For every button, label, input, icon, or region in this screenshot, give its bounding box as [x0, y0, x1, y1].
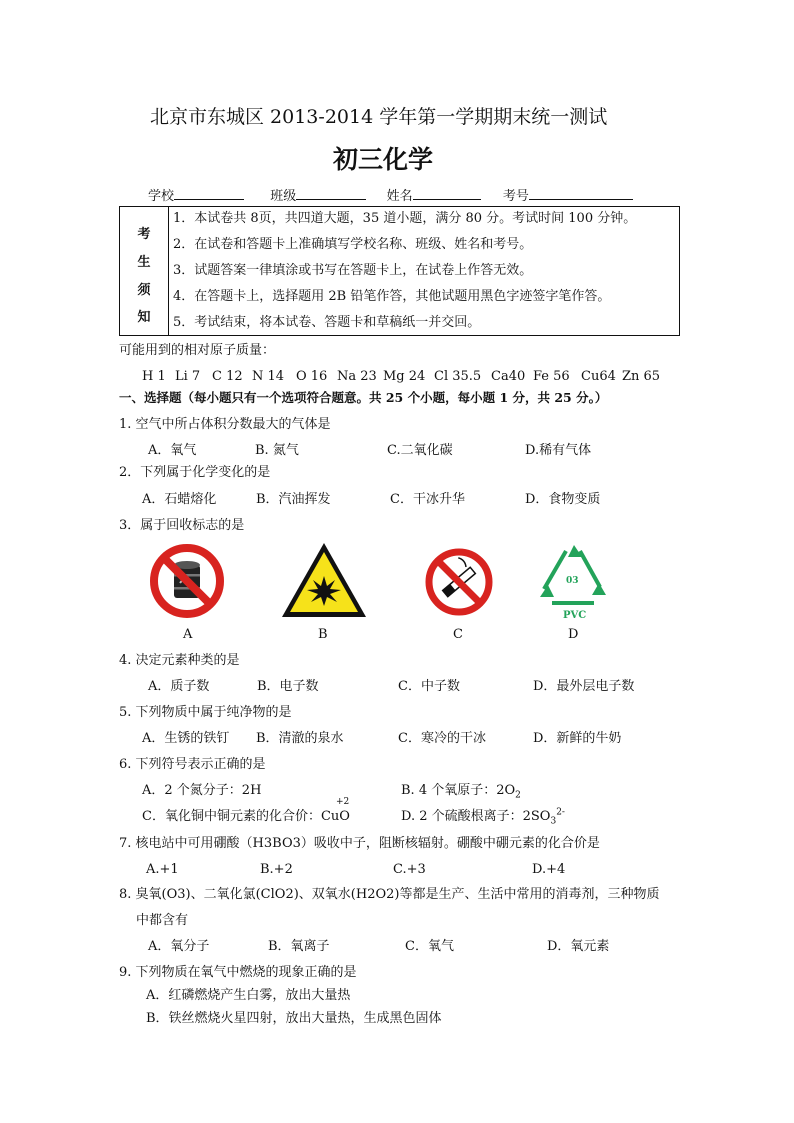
no-smoking-sign-icon[interactable]: [424, 547, 494, 617]
option-b[interactable]: B．清澈的泉水: [256, 731, 344, 746]
question-stem-cont: 中都含有: [136, 913, 189, 928]
subscript: 2: [515, 790, 521, 801]
option-a[interactable]: A．石蜡熔化: [142, 492, 217, 507]
option-a[interactable]: A．2 个氮分子：2H: [142, 783, 262, 798]
notice-item: 1．本试卷共 8页，共四道大题，35 道小题，满分 80 分。考试时间 100 分钟。: [173, 211, 637, 226]
option-c[interactable]: C.+3: [393, 862, 426, 877]
question-stem: 8. 臭氧(O3)、二氧化氯(ClO2)、双氧水(H2O2)等都是生产、生活中常用的消毒剂，三种物质: [119, 887, 660, 902]
question-stem: 2．下列属于化学变化的是: [119, 465, 271, 480]
examno-label: 考号: [502, 189, 529, 204]
option-c[interactable]: C．干冰升华: [390, 492, 465, 507]
atomic-mass: H 1: [142, 369, 166, 384]
recycle-code: 03: [566, 576, 579, 586]
option-d-text: D. 2 个硫酸根离子：2SO: [401, 809, 551, 824]
notice-char: 知: [137, 310, 151, 325]
no-barrel-sign-icon[interactable]: [149, 543, 225, 619]
atomic-mass: O 16: [296, 369, 328, 384]
option-label: B: [318, 627, 328, 642]
subject-title: 初三化学: [333, 145, 434, 174]
school-blank[interactable]: [174, 185, 244, 200]
explosive-warning-icon[interactable]: [279, 540, 369, 620]
option-c[interactable]: C．氧气: [405, 939, 454, 954]
question-stem: 4. 决定元素种类的是: [119, 653, 240, 668]
option-b[interactable]: B．电子数: [257, 679, 319, 694]
notice-item: 5．考试结束，将本试卷、答题卡和草稿纸一并交回。: [173, 315, 481, 330]
atomic-mass: Li 7: [175, 369, 201, 384]
question-stem: 9. 下列物质在氧气中燃烧的现象正确的是: [119, 965, 357, 980]
notice-item: 4．在答题卡上，选择题用 2B 铅笔作答，其他试题用黑色字迹签字笔作答。: [173, 289, 611, 304]
option-c[interactable]: [142, 809, 350, 825]
class-label: 班级: [270, 189, 297, 204]
name-label: 姓名: [386, 189, 413, 204]
atomic-mass: N 14: [252, 369, 285, 384]
option-b[interactable]: B．汽油挥发: [256, 492, 331, 507]
question-stem: 3．属于回收标志的是: [119, 518, 245, 533]
option-a[interactable]: A.+1: [146, 862, 179, 877]
option-a[interactable]: A．红磷燃烧产生白雾，放出大量热: [146, 988, 351, 1003]
option-d[interactable]: D.+4: [532, 862, 566, 877]
atomic-mass: Ca40: [491, 369, 526, 384]
option-d[interactable]: D．最外层电子数: [533, 679, 635, 694]
option-c-text: C．氧化铜中铜元素的化合价：: [142, 809, 321, 824]
school-label: 学校: [148, 189, 175, 204]
section-heading: 一、选择题（每小题只有一个选项符合题意。共 25 个小题，每小题 1 分，共 25 分。）: [119, 390, 608, 405]
option-d[interactable]: D．氧元素: [547, 939, 610, 954]
option-label: D: [568, 627, 579, 642]
option-label: C: [453, 627, 463, 642]
option-c[interactable]: C．中子数: [398, 679, 460, 694]
option-c[interactable]: C．寒冷的干冰: [398, 731, 486, 746]
notice-label-column: [120, 207, 169, 335]
notice-char: 生: [137, 255, 151, 270]
option-a[interactable]: A．生锈的铁钉: [142, 731, 230, 746]
formula: CuO: [320, 809, 350, 824]
atomic-mass: Cu64: [581, 369, 616, 384]
atomic-mass: Na 23: [337, 369, 377, 384]
recycle-text: PVC: [563, 610, 587, 621]
option-d[interactable]: D.稀有气体: [525, 443, 592, 458]
charge-mark: +2: [336, 797, 350, 807]
option-b[interactable]: B．氧离子: [268, 939, 330, 954]
atomic-mass-label: 可能用到的相对原子质量：: [119, 343, 276, 358]
atomic-mass: Fe 56: [533, 369, 570, 384]
question-stem: 6. 下列符号表示正确的是: [119, 757, 266, 772]
notice-char: 须: [137, 283, 151, 298]
class-blank[interactable]: [296, 185, 366, 200]
option-d[interactable]: [401, 809, 565, 825]
notice-item: 3．试题答案一律填涂或书写在答题卡上，在试卷上作答无效。: [173, 263, 533, 278]
option-a[interactable]: A．质子数: [148, 679, 210, 694]
question-stem: 7. 核电站中可用硼酸（H3BO3）吸收中子，阻断核辐射。硼酸中硼元素的化合价是: [119, 836, 600, 851]
notice-char: 考: [137, 227, 151, 242]
exam-title: 北京市东城区 2013-2014 学年第一学期期末统一测试: [150, 106, 608, 128]
examno-blank[interactable]: [529, 185, 633, 200]
option-b[interactable]: B．铁丝燃烧火星四射，放出大量热，生成黑色固体: [146, 1011, 442, 1026]
option-c[interactable]: C.二氧化碳: [387, 443, 453, 458]
option-b[interactable]: B. 氮气: [255, 443, 299, 458]
info-line: [148, 185, 633, 205]
option-b[interactable]: B.+2: [260, 862, 293, 877]
option-a[interactable]: A．氧分子: [148, 939, 210, 954]
atomic-mass: Cl 35.5: [434, 369, 482, 384]
option-b[interactable]: [401, 783, 521, 799]
atomic-mass: C 12: [212, 369, 243, 384]
option-d[interactable]: D．食物变质: [525, 492, 601, 507]
atomic-mass: Zn 65: [622, 369, 661, 384]
notice-item: 2．在试卷和答题卡上准确填写学校名称、班级、姓名和考号。: [173, 237, 533, 252]
option-label: A: [183, 627, 193, 642]
option-b-text: B. 4 个氧原子：2O: [401, 783, 516, 798]
option-d[interactable]: D．新鲜的牛奶: [533, 731, 622, 746]
name-blank[interactable]: [413, 185, 481, 200]
superscript: 2-: [556, 807, 565, 818]
option-a[interactable]: A．氧气: [148, 443, 197, 458]
subscript: 3: [550, 816, 557, 827]
question-stem: 5. 下列物质中属于纯净物的是: [119, 705, 292, 720]
question-stem: 1. 空气中所占体积分数最大的气体是: [119, 417, 331, 432]
atomic-mass: Mg 24: [383, 369, 426, 384]
